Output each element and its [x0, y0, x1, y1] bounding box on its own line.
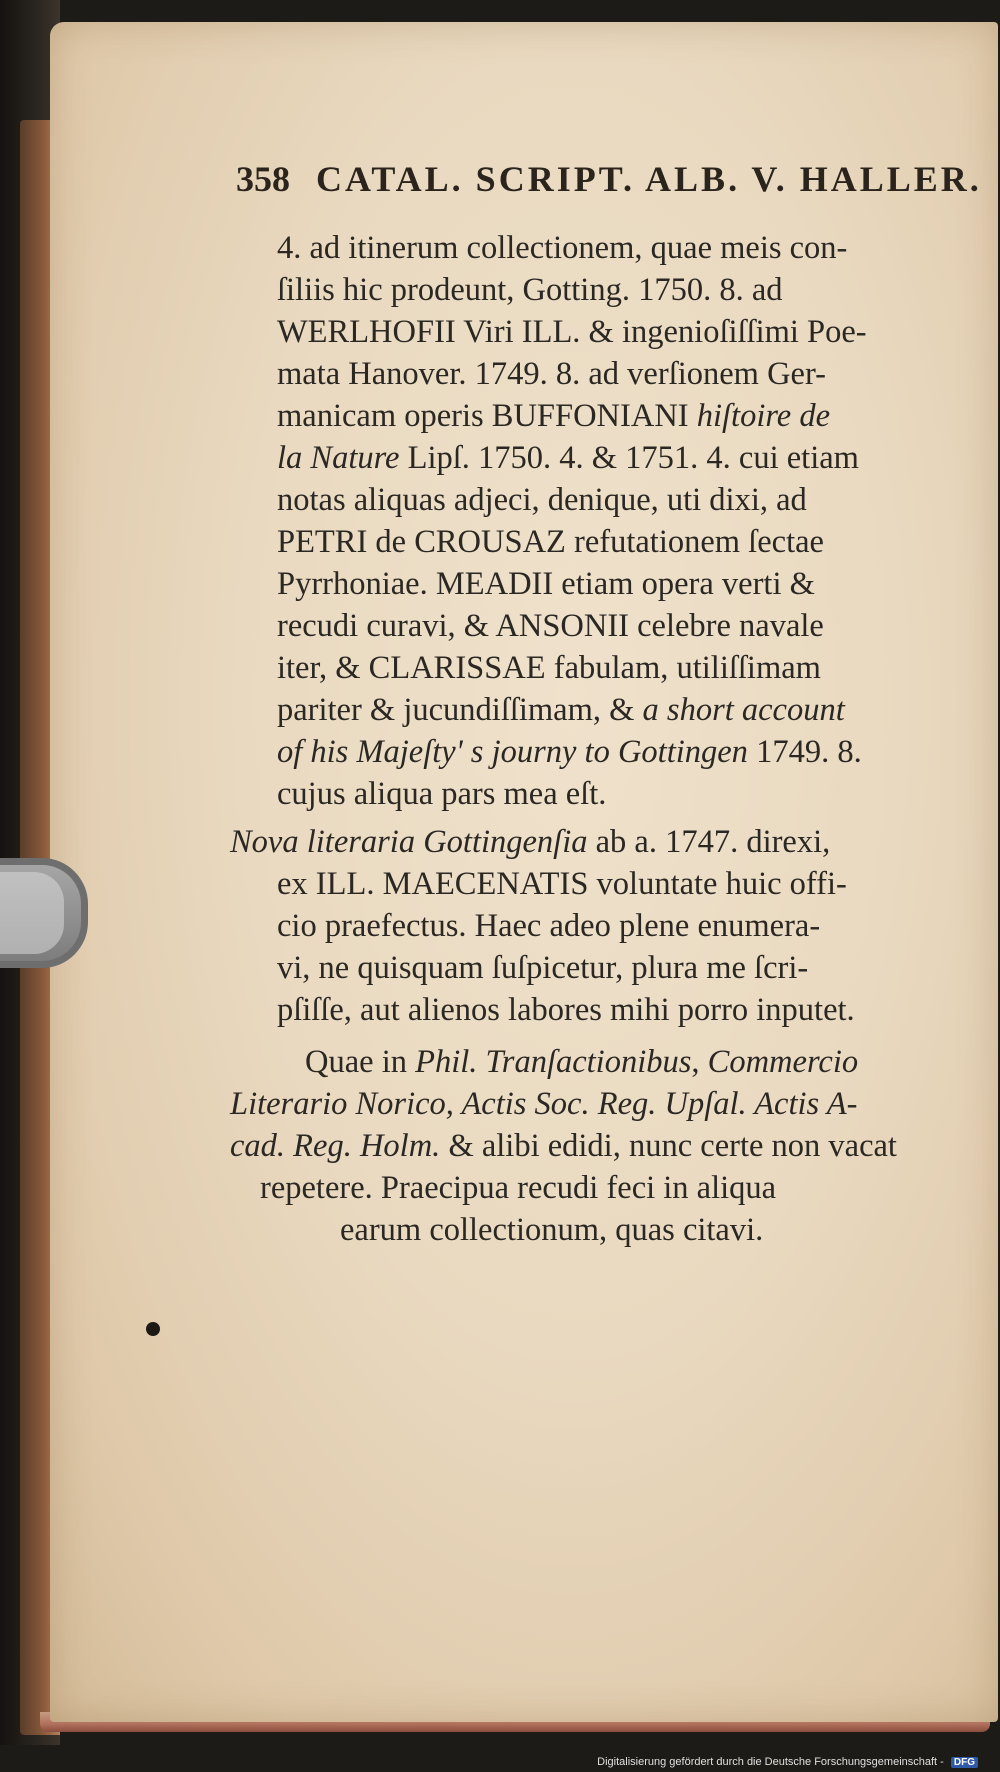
- text-segment: PETRI de CROUSAZ refutationem ſectae: [277, 524, 824, 560]
- text-segment: ex ILL. MAECENATIS voluntate huic offi-: [277, 866, 847, 902]
- text-line: [277, 774, 606, 814]
- text-segment: Pyrrhoniae. MEADII etiam opera verti &: [277, 566, 815, 602]
- running-head-title: CATAL. SCRIPT. ALB. V. HALLER.: [316, 159, 982, 199]
- text-line: [277, 648, 821, 688]
- text-segment: earum collectionum, quas citavi.: [340, 1212, 764, 1248]
- page-number: 358: [236, 159, 290, 199]
- text-segment: ſiliis hic prodeunt, Gotting. 1750. 8. ad: [277, 272, 783, 308]
- text-segment: mata Hanover. 1749. 8. ad verſionem Ger-: [277, 356, 826, 392]
- italic-text: Commercio: [707, 1044, 859, 1080]
- text-segment: ,: [691, 1044, 708, 1080]
- text-segment: notas aliquas adjeci, denique, uti dixi, ad: [277, 482, 807, 518]
- italic-text: hiſtoire de: [696, 398, 831, 434]
- italic-text: of his Majeſty' s journy to Gottingen: [277, 734, 748, 770]
- text-line: [277, 564, 815, 604]
- italic-text: a short account: [642, 692, 845, 728]
- text-segment: cio praefectus. Haec adeo plene enumera-: [277, 908, 821, 944]
- text-line: [230, 822, 830, 862]
- text-segment: recudi curavi, & ANSONII celebre navale: [277, 608, 824, 644]
- text-line: [277, 228, 847, 268]
- text-segment: pſiſſe, aut alienos labores mihi porro inputet.: [277, 992, 855, 1028]
- text-segment: vi, ne quisquam ſuſpicetur, plura me ſcri-: [277, 950, 809, 986]
- text-line: [277, 690, 845, 730]
- italic-text: cad. Reg. Holm.: [230, 1128, 441, 1164]
- text-line: [340, 1210, 763, 1250]
- text-line: [277, 396, 830, 436]
- text-segment: repetere. Praecipua recudi feci in aliqua: [260, 1170, 777, 1206]
- text-segment: 1749. 8.: [747, 734, 862, 770]
- text-line: [277, 438, 859, 478]
- text-line: [277, 522, 824, 562]
- italic-text: Nova literaria Gottingenſia: [230, 824, 588, 860]
- text-line: [277, 948, 808, 988]
- text-segment: ab a. 1747. direxi,: [587, 824, 831, 860]
- text-segment: manicam operis BUFFONIANI: [277, 398, 697, 434]
- text-line: [277, 990, 855, 1030]
- italic-text: Phil. Tranſactionibus: [415, 1044, 692, 1080]
- text-segment: Lipſ. 1750. 4. & 1751. 4. cui etiam: [399, 440, 859, 476]
- text-segment: 4. ad itinerum collectionem, quae meis con-: [277, 230, 848, 266]
- dfg-logo: DFG: [951, 1757, 978, 1768]
- footer-credit: Digitalisierung gefördert durch die Deutsche Forschungsgemeinschaft -: [597, 1756, 944, 1768]
- digitization-footer: [597, 1756, 978, 1768]
- italic-text: Literario Norico, Actis Soc. Reg. Upſal. Actis A-: [230, 1086, 858, 1122]
- text-line: [305, 1042, 858, 1082]
- text-line: [277, 732, 862, 772]
- text-segment: Quae in: [305, 1044, 416, 1080]
- text-line: [277, 270, 783, 310]
- text-segment: cujus aliqua pars mea eſt.: [277, 776, 607, 812]
- text-line: [230, 1126, 897, 1166]
- italic-text: la Nature: [277, 440, 400, 476]
- ink-blot: [146, 1322, 160, 1336]
- text-segment: pariter & jucundiſſimam, &: [277, 692, 643, 728]
- text-line: [277, 864, 847, 904]
- text-segment: & alibi edidi, nunc certe non vacat: [440, 1128, 897, 1164]
- text-line: [277, 606, 824, 646]
- text-line: [277, 354, 826, 394]
- text-segment: WERLHOFII Viri ILL. & ingenioſiſſimi Poe-: [277, 314, 867, 350]
- text-segment: iter, & CLARISSAE fabulam, utiliſſimam: [277, 650, 821, 686]
- text-line: [277, 906, 820, 946]
- text-line: [230, 1084, 857, 1124]
- text-line: [277, 312, 867, 352]
- text-line: [260, 1168, 776, 1208]
- running-head: [236, 158, 982, 200]
- text-line: [277, 480, 807, 520]
- bookmark-clip-highlight: [0, 872, 64, 954]
